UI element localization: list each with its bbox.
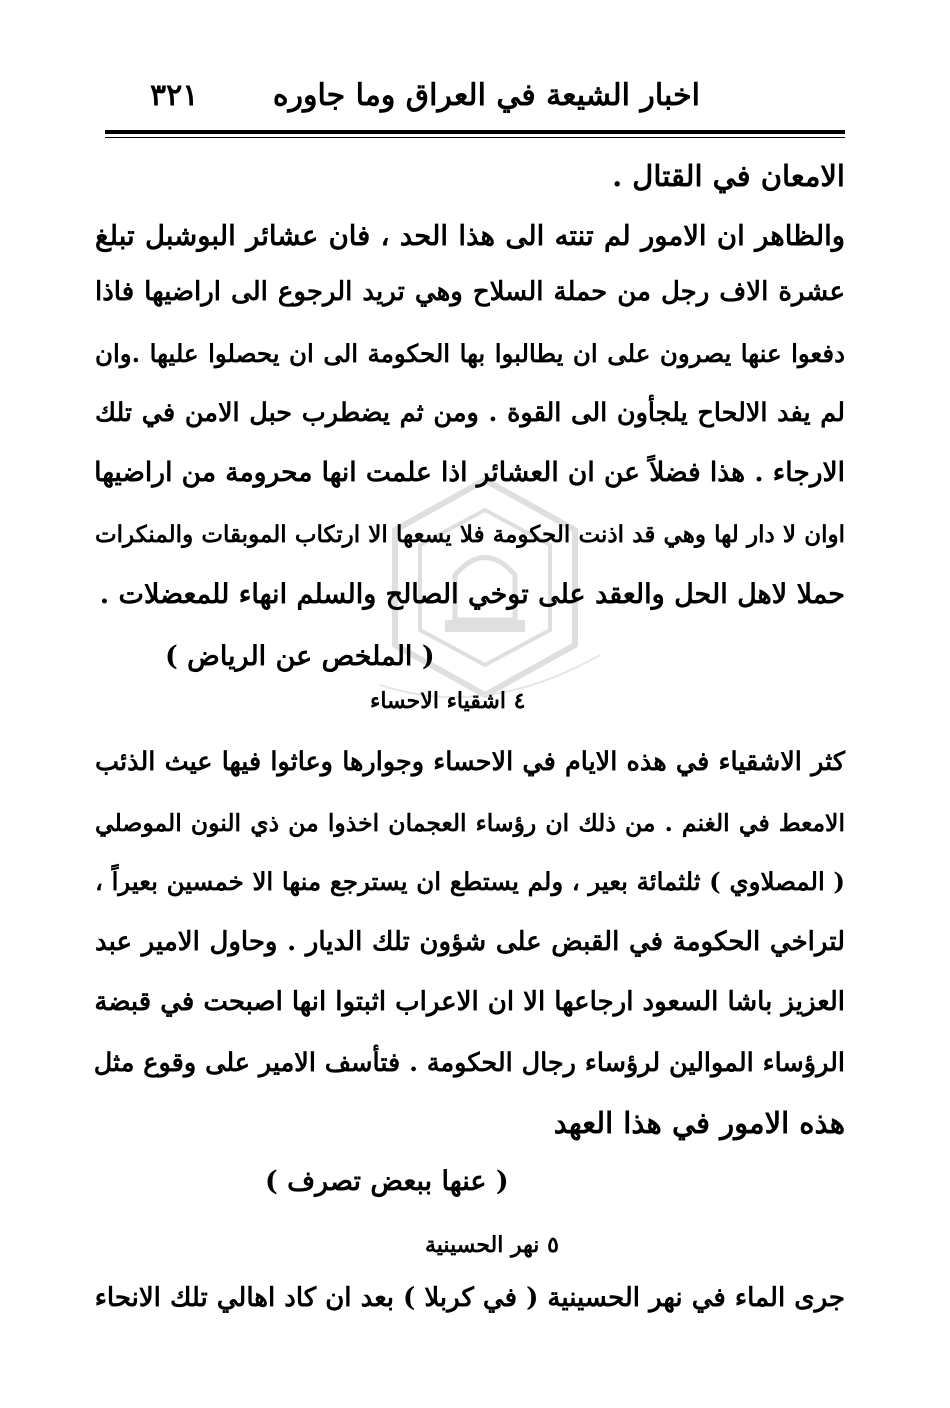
- body-line: هذه الامور في هذا العهد: [553, 1106, 845, 1140]
- body-line: الامعط في الغنم . من ذلك ان رؤساء العجمان اخذوا من ذي النون الموصلي: [95, 809, 845, 837]
- page-number: ٣٢١: [150, 77, 199, 113]
- body-line: جرى الماء في نهر الحسينية ( في كربلا ) بعد ان كاد اهالي تلك الانحاء: [94, 1283, 845, 1313]
- body-line: والظاهر ان الامور لم تنته الى هذا الحد ، فان عشائر البوشبل تبلغ: [95, 220, 845, 252]
- running-title: اخبار الشيعة في العراق وما جاوره: [272, 77, 700, 113]
- header-rule-thin: [105, 137, 845, 138]
- body-line: العزيز باشا السعود ارجاعها الا ان الاعراب اثبتوا انها اصبحت في قبضة: [94, 987, 845, 1017]
- body-line: دفعوا عنها يصرون على ان يطالبوا بها الحكومة الى ان يحصلوا عليها .وان: [95, 339, 845, 368]
- section-heading: ٤ اشقياء الاحساء: [370, 688, 526, 714]
- source-citation: ( عنها ببعض تصرف ): [265, 1166, 509, 1197]
- body-line: الامعان في القتال .: [612, 159, 845, 193]
- body-line: الارجاء . هذا فضلاً عن ان العشائر اذا علمت انها محرومة من اراضيها: [94, 457, 845, 488]
- body-line: ( المصلاوي ) ثلثمائة بعير ، ولم يستطع ان يسترجع منها الا خمسين بعيراً ،: [95, 867, 845, 896]
- header-rule-thick: [105, 130, 845, 134]
- body-line: حملا لاهل الحل والعقد على توخي الصالح والسلم انهاء للمعضلات .: [99, 579, 845, 610]
- page-header: [150, 70, 700, 120]
- body-line: الرؤساء الموالين لرؤساء رجال الحكومة . فتأسف الامير على وقوع مثل: [93, 1048, 845, 1078]
- body-line: كثر الاشقياء في هذه الايام في الاحساء وجوارها وعاثوا فيها عيث الذئب: [95, 747, 845, 777]
- section-heading: ٥ نهر الحسينية: [425, 1232, 559, 1258]
- body-line: لتراخي الحكومة في القبض على شؤون تلك الديار . وحاول الامير عبد: [95, 927, 845, 957]
- source-citation: ( الملخص عن الرياض ): [165, 641, 435, 672]
- body-line: لم يفد الالحاح يلجأون الى القوة . ومن ثم يضطرب حبل الامن في تلك: [95, 398, 845, 428]
- body-line: اوان لا دار لها وهي قد اذنت الحكومة فلا يسعها الا ارتكاب الموبقات والمنكرات: [95, 521, 845, 548]
- body-line: عشرة الاف رجل من حملة السلاح وهي تريد الرجوع الى اراضيها فاذا: [95, 277, 845, 307]
